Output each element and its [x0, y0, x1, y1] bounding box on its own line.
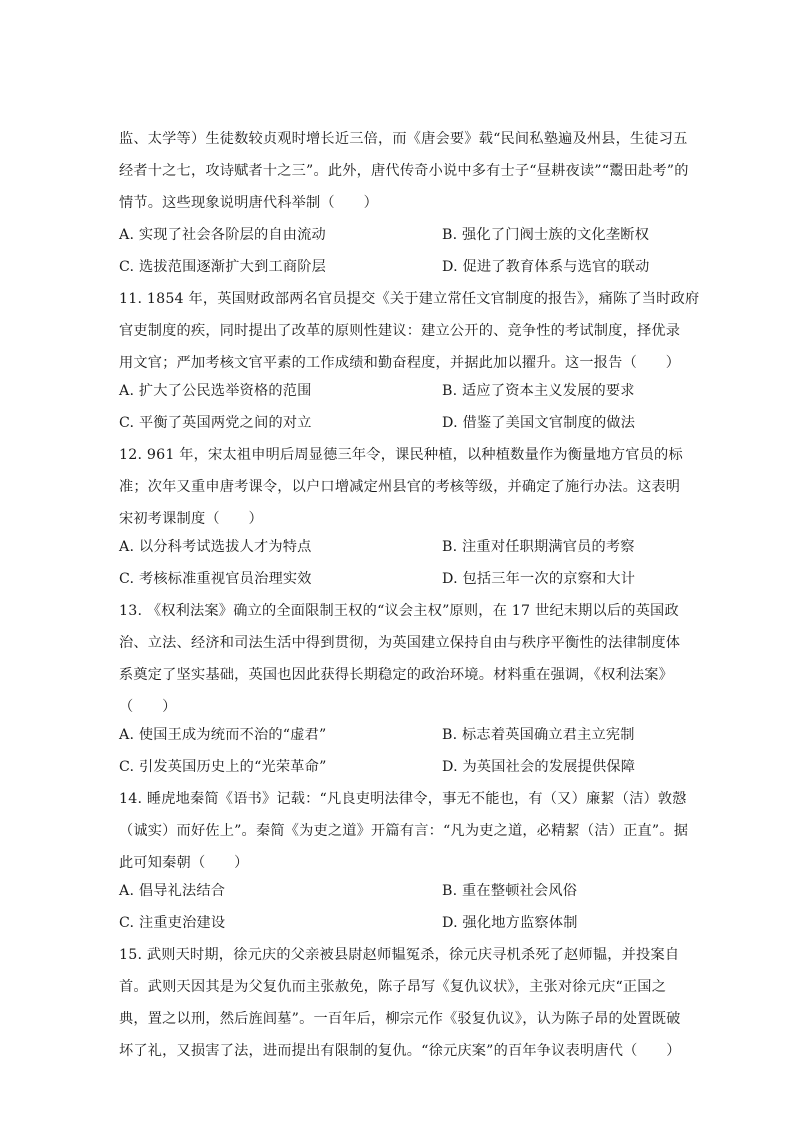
- question-14-line-2: （诚实）而好佐上”。秦简《为吏之道》开篇有言：“凡为吏之道，必精絜（洁）正直”。据: [119, 823, 689, 839]
- question-10-line-3: 情节。这些现象说明唐代科举制（ ）: [119, 195, 378, 211]
- question-10-option-c: C. 选拔范围逐渐扩大到工商阶层: [119, 259, 327, 275]
- question-13-option-c: C. 引发英国历史上的“光荣革命”: [119, 759, 327, 775]
- question-13-line-2: 治、立法、经济和司法生活中得到贯彻，为英国建立保持自由与秩序平衡性的法律制度体: [119, 635, 681, 651]
- question-10-option-b: B. 强化了门阀士族的文化垄断权: [442, 227, 650, 243]
- question-13-option-b: B. 标志着英国确立君主立宪制: [442, 727, 635, 743]
- question-11-option-b: B. 适应了资本主义发展的要求: [442, 383, 635, 399]
- question-15-line-4: 坏了礼，又损害了法，进而提出有限制的复仇。“徐元庆案”的百年争议表明唐代（ ）: [119, 1043, 681, 1059]
- question-12-line-1: 12. 961 年，宋太祖申明后周显德三年令，课民种植，以种植数量作为衡量地方官员的标: [119, 447, 683, 463]
- question-11-line-1: 11. 1854 年，英国财政部两名官员提交《关于建立常任文官制度的报告》，痛陈了当时政府: [119, 291, 700, 307]
- question-10-option-a: A. 实现了社会各阶层的自由流动: [119, 227, 326, 243]
- question-12-option-d: D. 包括三年一次的京察和大计: [442, 571, 636, 587]
- question-11-line-2: 官吏制度的疾，同时提出了改革的原则性建议：建立公开的、竞争性的考试制度，择优录: [119, 323, 681, 339]
- question-13-line-3: 系奠定了坚实基础，英国也因此获得长期稳定的政治环境。材料重在强调，《权利法案》: [119, 667, 674, 683]
- question-15-line-1: 15. 武则天时期，徐元庆的父亲被县尉赵师韫冤杀，徐元庆寻机杀死了赵师韫，并投案自: [119, 947, 680, 963]
- question-12-line-2: 准；次年又重申唐考课令，以户口增减定州县官的考核等级，并确定了施行办法。这表明: [119, 479, 681, 495]
- question-14-line-3: 此可知秦朝（ ）: [119, 855, 249, 871]
- question-13-option-d: D. 为英国社会的发展提供保障: [442, 759, 636, 775]
- question-11-line-3: 用文官；严加考核文官平素的工作成绩和勤奋程度，并据此加以擢升。这一报告（ ）: [119, 355, 681, 371]
- question-13-line-1: 13. 《权利法案》确立的全面限制王权的“议会主权”原则，在 17 世纪末期以后的英国政: [119, 603, 679, 619]
- question-12-option-b: B. 注重对任职期满官员的考察: [442, 539, 635, 555]
- question-11-option-d: D. 借鉴了美国文官制度的做法: [442, 415, 636, 431]
- question-11-option-c: C. 平衡了英国两党之间的对立: [119, 415, 312, 431]
- question-12-option-a: A. 以分科考试选拔人才为特点: [119, 539, 312, 555]
- question-15-line-2: 首。武则天因其是为父复仇而主张赦免，陈子昂写《复仇议状》，主张对徐元庆“正国之: [119, 979, 667, 995]
- question-13-option-a: A. 使国王成为统而不治的“虚君”: [119, 727, 327, 743]
- question-11-option-a: A. 扩大了公民选举资格的范围: [119, 383, 312, 399]
- question-10-line-2: 经者十之七，攻诗赋者十之三”。此外，唐代传奇小说中多有士子“昼耕夜读”“鬻田赴考”的: [119, 163, 689, 179]
- question-10-line-1: 监、太学等）生徒数较贞观时增长近三倍，而《唐会要》载“民间私塾遍及州县，生徒习五: [119, 131, 688, 147]
- question-14-option-d: D. 强化地方监察体制: [442, 915, 578, 931]
- question-12-line-3: 宋初考课制度（ ）: [119, 511, 263, 527]
- question-10-option-d: D. 促进了教育体系与选官的联动: [442, 259, 650, 275]
- question-13-line-4: （ ）: [119, 699, 177, 715]
- question-14-option-b: B. 重在整顿社会风俗: [442, 883, 578, 899]
- question-14-line-1: 14. 睡虎地秦简《语书》记载：“凡良吏明法律令，事无不能也，有（又）廉絜（洁）敦慤: [119, 791, 687, 807]
- question-14-option-a: A. 倡导礼法结合: [119, 883, 226, 899]
- question-14-option-c: C. 注重吏治建设: [119, 915, 226, 931]
- question-12-option-c: C. 考核标准重视官员治理实效: [119, 571, 312, 587]
- question-15-line-3: 典，置之以刑，然后旌闾墓”。一百年后，柳宗元作《驳复仇议》，认为陈子昂的处置既破: [119, 1011, 681, 1027]
